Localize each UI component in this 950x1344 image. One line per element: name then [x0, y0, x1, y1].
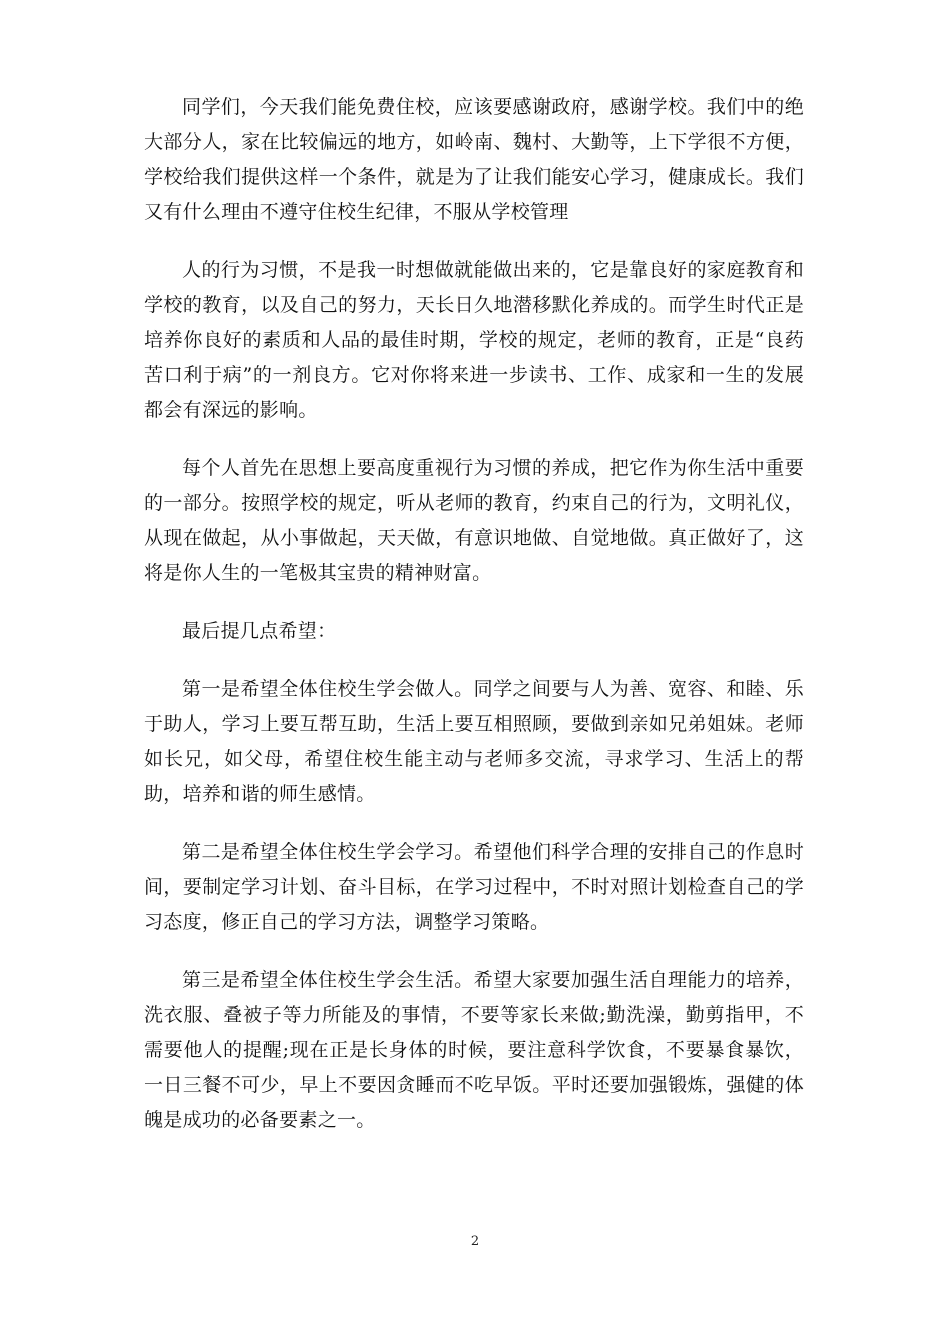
paragraph-3: 每个人首先在思想上要高度重视行为习惯的养成，把它作为你生活中重要的一部分。按照学校的规定，听从老师的教育，约束自己的行为，文明礼仪，从现在做起，从小事做起，天天做，有意识地做、自觉地做。真正做好了，这将是你人生的一笔极其宝贵的精神财富。	[144, 457, 804, 584]
paragraph-6: 第二是希望全体住校生学会学习。希望他们科学合理的安排自己的作息时间，要制定学习计划、奋斗目标，在学习过程中，不时对照计划检查自己的学习态度，修正自己的学习方法，调整学习策略。	[144, 841, 804, 933]
page-number: 2	[470, 1234, 480, 1249]
paragraph-5: 第一是希望全体住校生学会做人。同学之间要与人为善、宽容、和睦、乐于助人，学习上要互帮互助，生活上要互相照顾，要做到亲如兄弟姐妹。老师如长兄，如父母，希望住校生能主动与老师多交流，寻求学习、生活上的帮助，培养和谐的师生感情。	[144, 678, 804, 805]
document-body	[144, 90, 804, 1161]
paragraph-4: 最后提几点希望：	[182, 620, 337, 642]
paragraph-7: 第三是希望全体住校生学会生活。希望大家要加强生活自理能力的培养，洗衣服、叠被子等力所能及的事情，不要等家长来做;勤洗澡，勤剪指甲，不需要他人的提醒;现在正是长身体的时候，要注意科学饮食，不要暴食暴饮，一日三餐不可少，早上不要因贪睡而不吃早饭。平时还要加强锻炼，强健的体魄是成功的必备要素之一。	[144, 969, 804, 1131]
paragraph-2: 人的行为习惯，不是我一时想做就能做出来的，它是靠良好的家庭教育和学校的教育，以及自己的努力，天长日久地潜移默化养成的。而学生时代正是培养你良好的素质和人品的最佳时期，学校的规定，老师的教育，正是“良药苦口利于病”的一剂良方。它对你将来进一步读书、工作、成家和一生的发展都会有深远的影响。	[144, 259, 804, 421]
paragraph-1: 同学们，今天我们能免费住校，应该要感谢政府，感谢学校。我们中的绝大部分人，家在比较偏远的地方，如岭南、魏村、大勤等，上下学很不方便，学校给我们提供这样一个条件，就是为了让我们能安心学习，健康成长。我们又有什么理由不遵守住校生纪律，不服从学校管理	[144, 96, 804, 223]
